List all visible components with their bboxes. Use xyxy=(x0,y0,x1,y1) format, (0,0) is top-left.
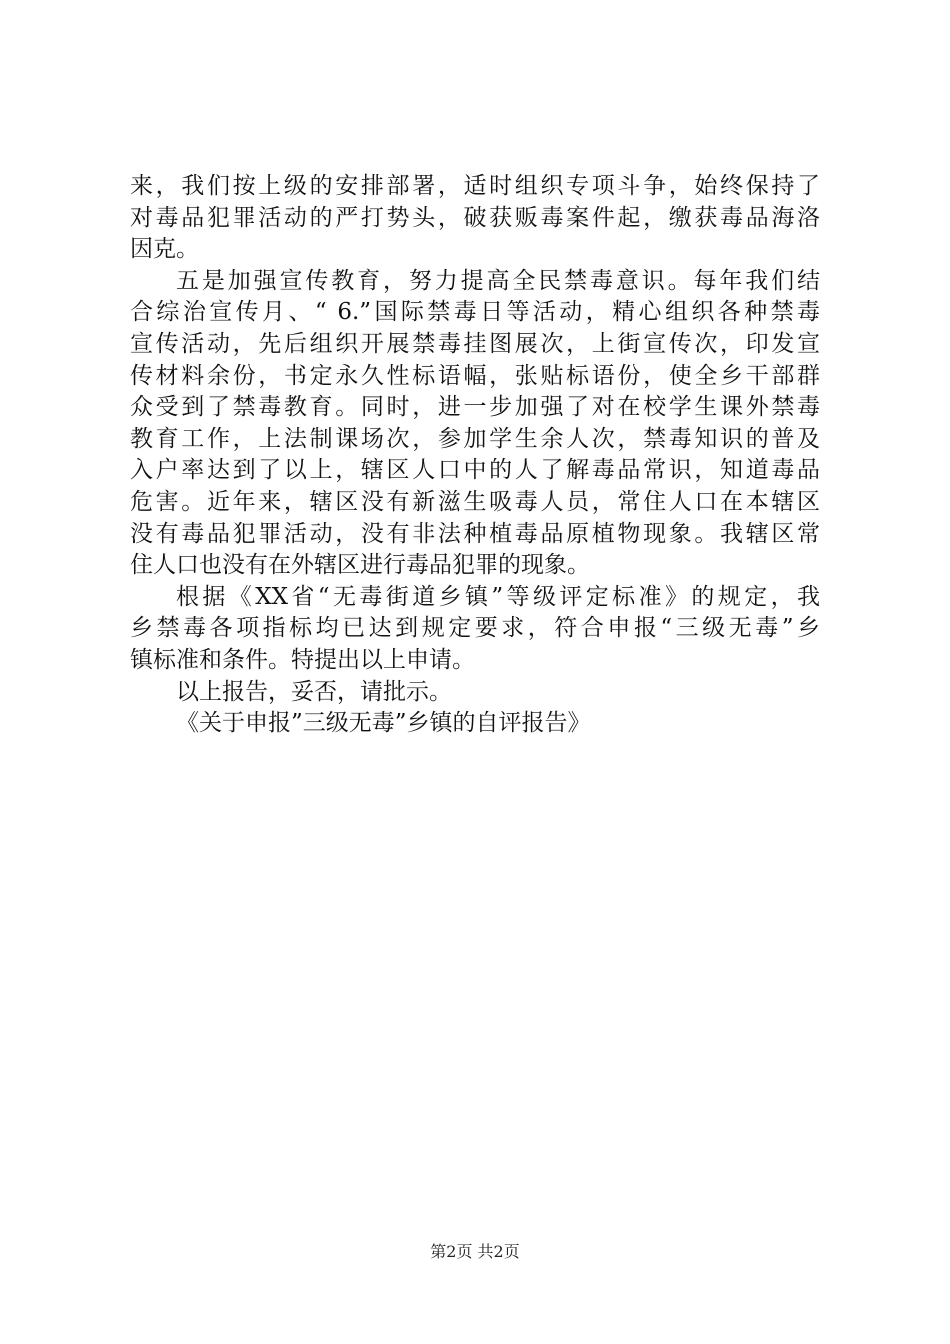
text-line: 住人口也没有在外辖区进行毒品犯罪的现象。 xyxy=(130,552,590,579)
text-line: 入户率达到了以上，辖区人口中的人了解毒品常识，知道毒品 xyxy=(130,457,820,484)
text-line: 来，我们按上级的安排部署，适时组织专项斗争，始终保持了 xyxy=(130,173,820,199)
text-line: 镇标准和条件。特提出以上申请。 xyxy=(130,646,475,673)
text-line: 宣传活动，先后组织开展禁毒挂图展次，上街宣传次，印发宣 xyxy=(130,330,820,357)
paragraph-start-line: 根据《XX省“无毒街道乡镇”等级评定标准》的规定，我 xyxy=(176,583,820,610)
text-line: 教育工作，上法制课场次，参加学生余人次，禁毒知识的普及 xyxy=(130,425,820,452)
text-line: 乡禁毒各项指标均已达到规定要求，符合申报“三级无毒”乡 xyxy=(130,615,820,642)
text-line: 没有毒品犯罪活动，没有非法种植毒品原植物现象。我辖区常 xyxy=(130,520,820,547)
closing-line: 以上报告，妥否，请批示。 xyxy=(176,678,452,705)
report-title-line: 《关于申报”三级无毒”乡镇的自评报告》 xyxy=(176,710,591,737)
text-line: 危害。近年来，辖区没有新滋生吸毒人员，常住人口在本辖区 xyxy=(130,488,820,515)
text-line: 众受到了禁毒教育。同时，进一步加强了对在校学生课外禁毒 xyxy=(130,394,820,421)
page-footer: 第2页 共2页 xyxy=(430,1242,520,1261)
text-line: 对毒品犯罪活动的严打势头，破获贩毒案件起，缴获毒品海洛 xyxy=(130,204,820,231)
text-line: 合综治宣传月、“ 6.”国际禁毒日等活动，精心组织各种禁毒 xyxy=(130,299,820,326)
paragraph-start-line: 五是加强宣传教育，努力提高全民禁毒意识。每年我们结 xyxy=(176,267,820,294)
text-line: 传材料余份，书定永久性标语幅，张贴标语份，使全乡干部群 xyxy=(130,362,820,389)
text-line: 因克。 xyxy=(130,236,199,263)
body-text xyxy=(130,171,820,740)
